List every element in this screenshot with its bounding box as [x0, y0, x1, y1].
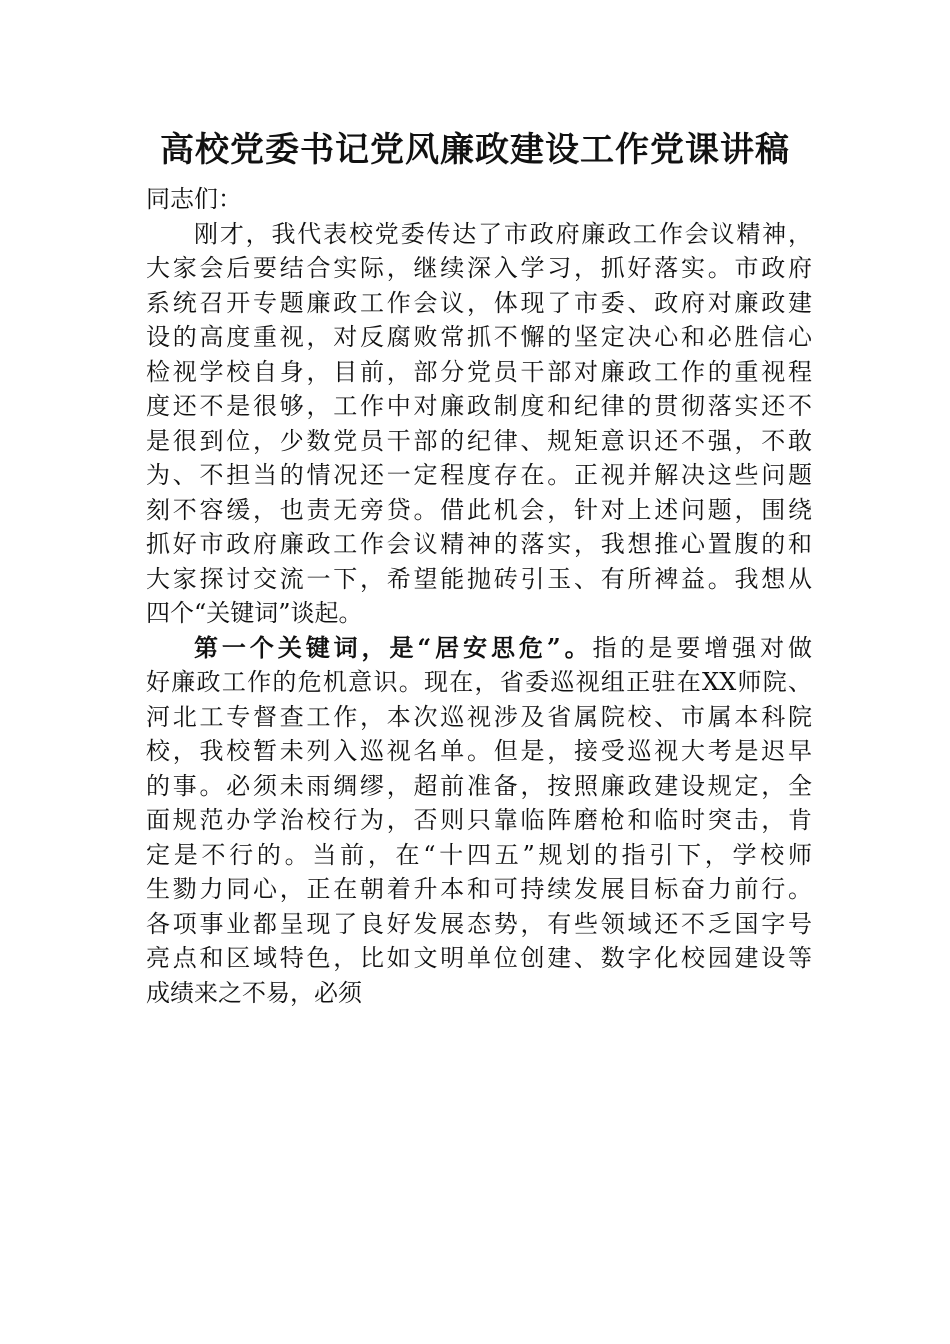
text-line: 检视学校自身，目前，部分党员干部对廉政工作的重视程 — [146, 357, 812, 386]
salutation: 同志们： — [146, 185, 242, 213]
document-body — [146, 182, 812, 1010]
text-line: 是很到位，少数党员干部的纪律、规矩意识还不强，不敢 — [146, 426, 812, 455]
paragraph2-first-line — [146, 631, 812, 666]
document-title: 高校党委书记党风廉政建设工作党课讲稿 — [160, 130, 790, 170]
text-line: 生勠力同心，正在朝着升本和可持续发展目标奋力前行。 — [146, 875, 812, 903]
text-line: 度还不是很够，工作中对廉政制度和纪律的贯彻落实还不 — [146, 392, 812, 420]
text-line: 设的高度重视，对反腐败常抓不懈的坚定决心和必胜信心 — [146, 323, 812, 351]
text-line: 大家会后要结合实际，继续深入学习，抓好落实。市政府 — [146, 254, 812, 282]
text-line: 成绩来之不易，必须 — [146, 978, 362, 1007]
text-line: 校，我校暂未列入巡视名单。但是，接受巡视大考是迟早 — [146, 737, 812, 765]
keyword-heading: 第一个关键词，是“居安思危”。 — [194, 632, 593, 662]
text-line: 刚才，我代表校党委传达了市政府廉政工作会议精神， — [194, 219, 812, 248]
text-line: 的事。必须未雨绸缪，超前准备，按照廉政建设规定，全 — [146, 771, 812, 800]
text-line: 四个“关键词”谈起。 — [146, 599, 363, 627]
text-line: 系统召开专题廉政工作会议，体现了市委、政府对廉政建 — [146, 288, 812, 317]
text-line: 河北工专督查工作，本次巡视涉及省属院校、市属本科院 — [146, 702, 812, 731]
text-line: 为、不担当的情况还一定程度存在。正视并解决这些问题 — [146, 461, 812, 489]
text-line: 亮点和区域特色，比如文明单位创建、数字化校园建设等 — [146, 944, 812, 972]
text-segment: 指的是要增强对做 — [592, 633, 813, 662]
text-line: 好廉政工作的危机意识。现在，省委巡视组正驻在XX师院、 — [146, 668, 812, 696]
text-line: 抓好市政府廉政工作会议精神的落实，我想推心置腹的和 — [146, 530, 812, 558]
text-line: 面规范办学治校行为，否则只靠临阵磨枪和临时突击，肯 — [146, 806, 812, 834]
text-line: 各项事业都呈现了良好发展态势，有些领域还不乏国字号 — [146, 909, 812, 938]
text-line: 定是不行的。当前，在“十四五”规划的指引下，学校师 — [146, 840, 812, 869]
text-line: 大家探讨交流一下，希望能抛砖引玉、有所裨益。我想从 — [146, 564, 812, 593]
text-line: 刻不容缓，也责无旁贷。借此机会，针对上述问题，围绕 — [146, 495, 812, 524]
